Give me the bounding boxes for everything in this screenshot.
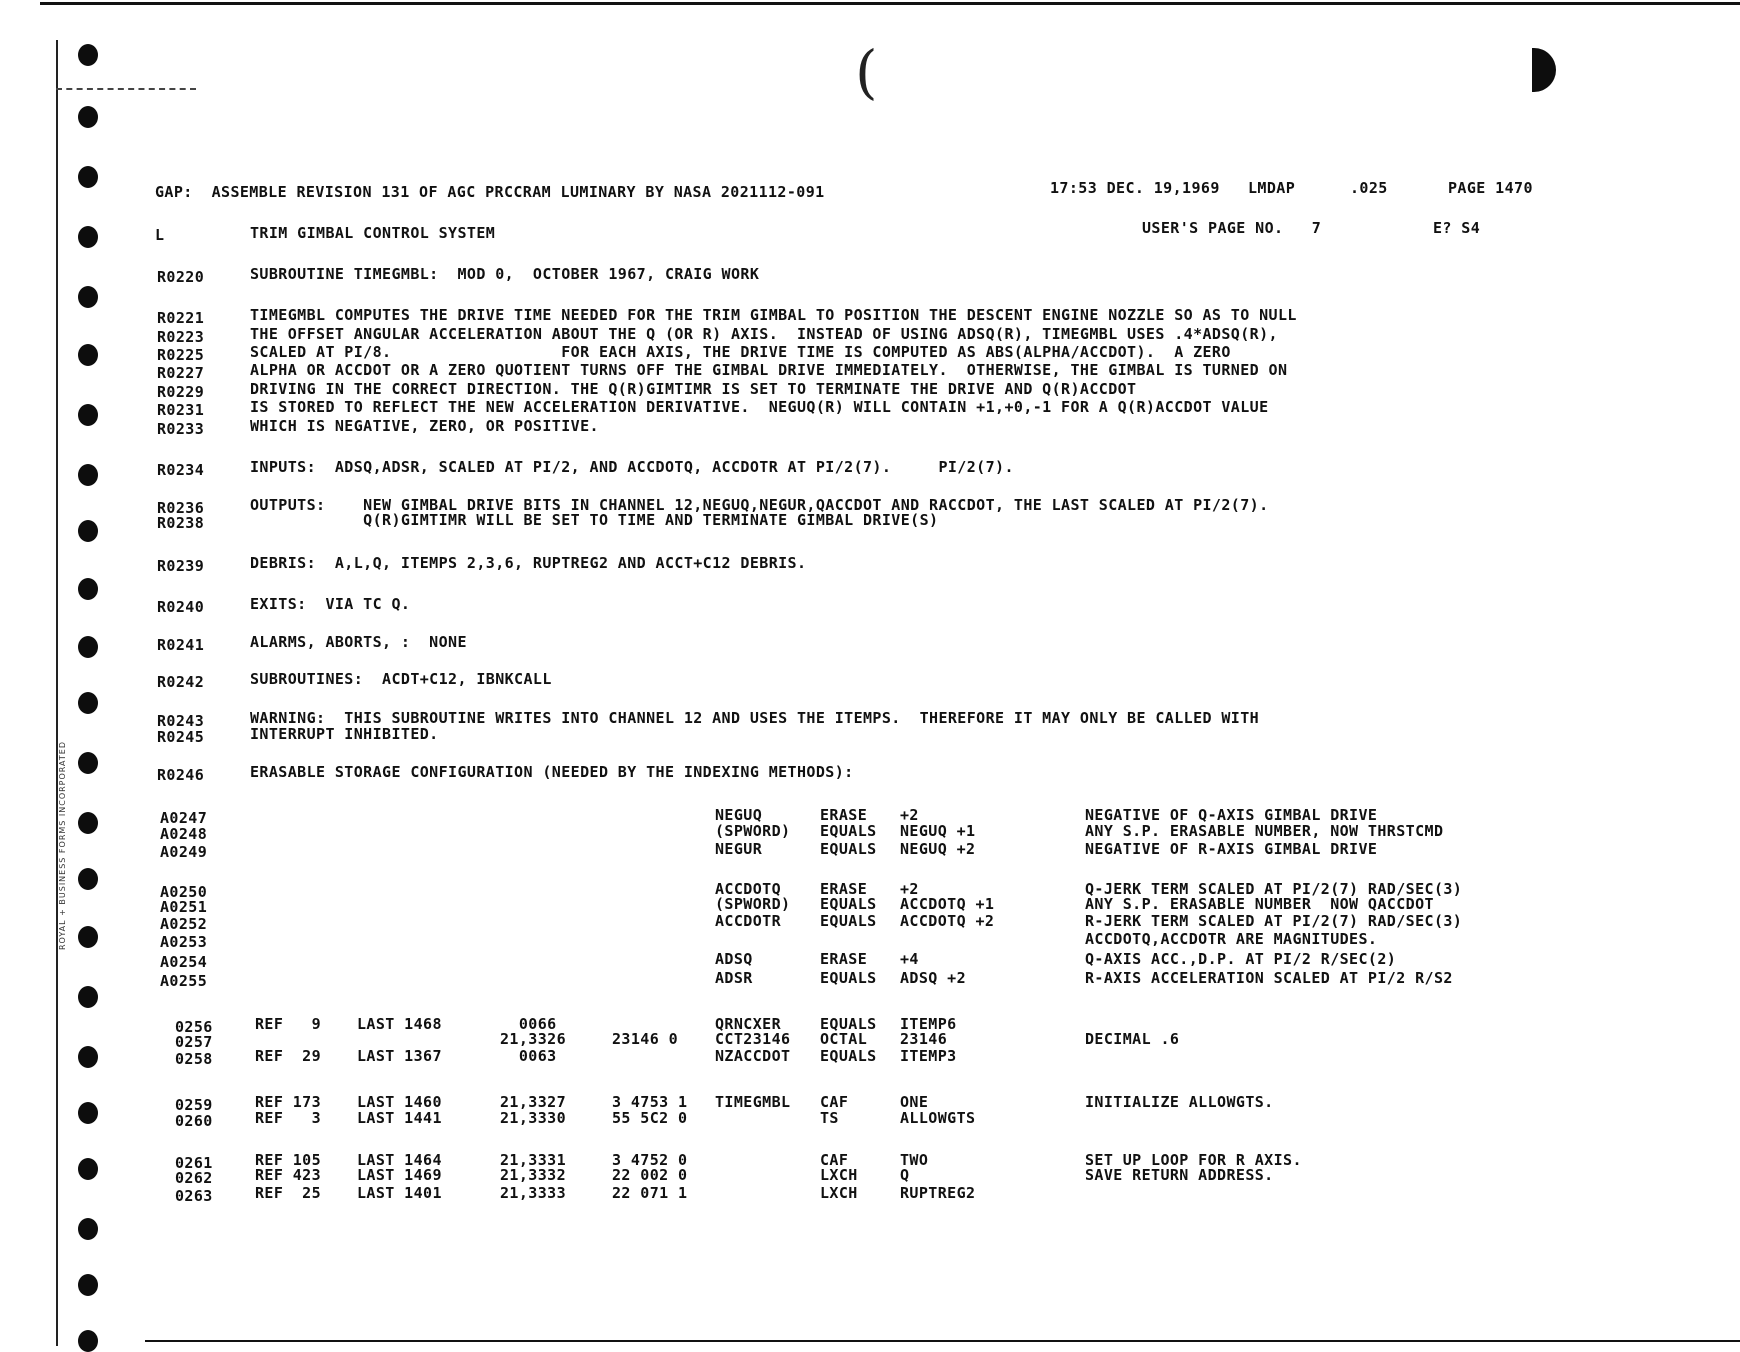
opcode: EQUALS [820, 895, 877, 913]
comment-text: DEBRIS: A,L,Q, ITEMPS 2,3,6, RUPTREG2 AND ACCT+C12 DEBRIS. [250, 554, 807, 572]
ref-count: REF 29 [255, 1047, 322, 1065]
symbol-label: NEGUR [715, 840, 763, 858]
code-comment: R-JERK TERM SCALED AT PI/2(7) RAD/SEC(3) [1085, 912, 1463, 930]
octal-word: 23146 0 [612, 1030, 679, 1048]
feed-hole [78, 636, 98, 658]
operand: ACCDOTQ +1 [900, 895, 995, 913]
operand: 23146 [900, 1030, 948, 1048]
feed-hole [78, 986, 98, 1008]
octal-word: 55 5C2 0 [612, 1109, 688, 1127]
feed-hole [78, 106, 98, 128]
operand: NEGUQ +2 [900, 840, 976, 858]
binder-mark-icon: ( [855, 38, 878, 106]
last-ref: LAST 1367 [357, 1047, 442, 1065]
line-number: A0247 [160, 809, 208, 827]
symbol-label: NEGUQ [715, 806, 763, 824]
address: 21,3331 [500, 1151, 567, 1169]
left-margin-line [56, 40, 58, 1346]
ref-count: REF 9 [255, 1015, 322, 1033]
line-number: 0257 [175, 1033, 213, 1051]
comment-text: WARNING: THIS SUBROUTINE WRITES INTO CHANNEL 12 AND USES THE ITEMPS. THEREFORE IT MAY ONLY BE CALLED WITH [250, 709, 1260, 727]
line-number: 0256 [175, 1018, 213, 1036]
symbol-label: NZACCDOT [715, 1047, 791, 1065]
ref-count: REF 105 [255, 1151, 322, 1169]
symbol-label: ADSR [715, 969, 753, 987]
line-number: A0252 [160, 915, 208, 933]
feed-hole [78, 464, 98, 486]
opcode: EQUALS [820, 912, 877, 930]
comment-text: ERASABLE STORAGE CONFIGURATION (NEEDED BY THE INDEXING METHODS): [250, 763, 854, 781]
symbol-label: (SPWORD) [715, 822, 791, 840]
comment-text: INTERRUPT INHIBITED. [250, 725, 439, 743]
feed-hole [78, 286, 98, 308]
line-number: R0227 [157, 364, 205, 382]
opcode: LXCH [820, 1166, 858, 1184]
feed-hole [78, 226, 98, 248]
symbol-label: TIMEGMBL [715, 1093, 791, 1111]
line-number: A0250 [160, 883, 208, 901]
ref-count: REF 173 [255, 1093, 322, 1111]
feed-hole [78, 344, 98, 366]
operand: TWO [900, 1151, 929, 1169]
operand: ALLOWGTS [900, 1109, 976, 1127]
comment-text: OUTPUTS: NEW GIMBAL DRIVE BITS IN CHANNEL 12,NEGUQ,NEGUR,QACCDOT AND RACCDOT, THE LAST SCALED AT PI/2(7). [250, 496, 1269, 514]
last-ref: LAST 1460 [357, 1093, 442, 1111]
operand: +4 [900, 950, 919, 968]
operand: ITEMP3 [900, 1047, 957, 1065]
last-ref: LAST 1464 [357, 1151, 442, 1169]
code-comment: INITIALIZE ALLOWGTS. [1085, 1093, 1274, 1111]
comment-text: INPUTS: ADSQ,ADSR, SCALED AT PI/2, AND ACCDOTQ, ACCDOTR AT PI/2(7). PI/2(7). [250, 458, 1014, 476]
last-ref: LAST 1401 [357, 1184, 442, 1202]
line-number: R0243 [157, 712, 205, 730]
subheader-title: TRIM GIMBAL CONTROL SYSTEM [250, 224, 496, 242]
line-number: R0229 [157, 383, 205, 401]
address: 21,3332 [500, 1166, 567, 1184]
comment-text: SUBROUTINE TIMEGMBL: MOD 0, OCTOBER 1967, CRAIG WORK [250, 265, 760, 283]
comment-text: WHICH IS NEGATIVE, ZERO, OR POSITIVE. [250, 417, 599, 435]
header-lmdap: LMDAP [1248, 179, 1296, 197]
feed-hole [78, 166, 98, 188]
opcode: OCTAL [820, 1030, 868, 1048]
feed-hole [78, 1218, 98, 1240]
octal-word: 22 071 1 [612, 1184, 688, 1202]
opcode: ERASE [820, 880, 868, 898]
line-number: A0251 [160, 898, 208, 916]
subheader-l: L [155, 226, 165, 244]
opcode: LXCH [820, 1184, 858, 1202]
comment-text: TIMEGMBL COMPUTES THE DRIVE TIME NEEDED FOR THE TRIM GIMBAL TO POSITION THE DESCENT ENGINE NOZZLE SO AS TO NULL [250, 306, 1297, 324]
address: 21,3326 [500, 1030, 567, 1048]
header-version: .025 [1350, 179, 1388, 197]
dashed-tear-line [56, 88, 196, 90]
last-ref: LAST 1468 [357, 1015, 442, 1033]
octal-word: 3 4752 0 [612, 1151, 688, 1169]
opcode: EQUALS [820, 1015, 877, 1033]
comment-text: IS STORED TO REFLECT THE NEW ACCELERATION DERIVATIVE. NEGUQ(R) WILL CONTAIN +1,+0,-1 FOR A Q(R)ACCDOT VALUE [250, 398, 1269, 416]
address: 21,3327 [500, 1093, 567, 1111]
code-comment: Q-JERK TERM SCALED AT PI/2(7) RAD/SEC(3) [1085, 880, 1463, 898]
code-comment: DECIMAL .6 [1085, 1030, 1180, 1048]
line-number: R0245 [157, 728, 205, 746]
symbol-label: ACCDOTQ [715, 880, 782, 898]
opcode: EQUALS [820, 822, 877, 840]
user-page-number: USER'S PAGE NO. 7 [1142, 219, 1322, 237]
line-number: R0223 [157, 328, 205, 346]
header-time-date: 17:53 DEC. 19,1969 [1050, 179, 1220, 197]
feed-hole [78, 1158, 98, 1180]
feed-hole [78, 1046, 98, 1068]
opcode: CAF [820, 1151, 849, 1169]
feed-hole [78, 578, 98, 600]
opcode: ERASE [820, 950, 868, 968]
line-number: R0236 [157, 499, 205, 517]
feed-hole [78, 1330, 98, 1352]
comment-text: Q(R)GIMTIMR WILL BE SET TO TIME AND TERMINATE GIMBAL DRIVE(S) [250, 511, 939, 529]
line-number: A0254 [160, 953, 208, 971]
code-comment: SET UP LOOP FOR R AXIS. [1085, 1151, 1302, 1169]
address: 21,3333 [500, 1184, 567, 1202]
operand: +2 [900, 880, 919, 898]
line-number: R0225 [157, 346, 205, 364]
line-number: A0248 [160, 825, 208, 843]
line-number: R0238 [157, 514, 205, 532]
subheader-e: E? S4 [1433, 219, 1481, 237]
line-number: R0239 [157, 557, 205, 575]
code-comment: NEGATIVE OF Q-AXIS GIMBAL DRIVE [1085, 806, 1378, 824]
operand: ITEMP6 [900, 1015, 957, 1033]
comment-text: DRIVING IN THE CORRECT DIRECTION. THE Q(R)GIMTIMR IS SET TO TERMINATE THE DRIVE AND Q(R)ACCDOT [250, 380, 1137, 398]
line-number: R0241 [157, 636, 205, 654]
address: 0063 [500, 1047, 557, 1065]
line-number: R0234 [157, 461, 205, 479]
octal-word: 22 002 0 [612, 1166, 688, 1184]
line-number: A0253 [160, 933, 208, 951]
opcode: ERASE [820, 806, 868, 824]
feed-hole [78, 1102, 98, 1124]
comment-text: SCALED AT PI/8. FOR EACH AXIS, THE DRIVE TIME IS COMPUTED AS ABS(ALPHA/ACCDOT). A ZERO [250, 343, 1231, 361]
operand: ACCDOTQ +2 [900, 912, 995, 930]
punch-mark-icon [1532, 48, 1556, 92]
header-title: GAP: ASSEMBLE REVISION 131 OF AGC PRCCRAM LUMINARY BY NASA 2021112-091 [155, 183, 825, 201]
line-number: 0259 [175, 1096, 213, 1114]
symbol-label: CCT23146 [715, 1030, 791, 1048]
symbol-label: ADSQ [715, 950, 753, 968]
line-number: R0242 [157, 673, 205, 691]
feed-hole [78, 404, 98, 426]
line-number: R0246 [157, 766, 205, 784]
opcode: TS [820, 1109, 839, 1127]
opcode: EQUALS [820, 840, 877, 858]
last-ref: LAST 1469 [357, 1166, 442, 1184]
comment-text: ALARMS, ABORTS, : NONE [250, 633, 467, 651]
line-number: R0233 [157, 420, 205, 438]
feed-hole [78, 1274, 98, 1296]
feed-hole [78, 812, 98, 834]
line-number: A0249 [160, 843, 208, 861]
comment-text: EXITS: VIA TC Q. [250, 595, 411, 613]
feed-hole [78, 44, 98, 66]
last-ref: LAST 1441 [357, 1109, 442, 1127]
feed-hole [78, 752, 98, 774]
line-number: 0261 [175, 1154, 213, 1172]
symbol-label: QRNCXER [715, 1015, 782, 1033]
feed-hole [78, 926, 98, 948]
line-number: 0263 [175, 1187, 213, 1205]
feed-hole [78, 692, 98, 714]
symbol-label: ACCDOTR [715, 912, 782, 930]
line-number: 0262 [175, 1169, 213, 1187]
line-number: R0221 [157, 309, 205, 327]
line-number: R0231 [157, 401, 205, 419]
forms-imprint: ROYAL + BUSINESS FORMS INCORPORATED [58, 741, 67, 950]
operand: Q [900, 1166, 910, 1184]
address: 21,3330 [500, 1109, 567, 1127]
opcode: CAF [820, 1093, 849, 1111]
line-number: 0258 [175, 1050, 213, 1068]
line-number: 0260 [175, 1112, 213, 1130]
opcode: EQUALS [820, 969, 877, 987]
feed-hole [78, 868, 98, 890]
ref-count: REF 423 [255, 1166, 322, 1184]
code-comment: ANY S.P. ERASABLE NUMBER NOW QACCDOT [1085, 895, 1434, 913]
operand: ADSQ +2 [900, 969, 967, 987]
code-comment: ACCDOTQ,ACCDOTR ARE MAGNITUDES. [1085, 930, 1378, 948]
operand: +2 [900, 806, 919, 824]
symbol-label: (SPWORD) [715, 895, 791, 913]
ref-count: REF 25 [255, 1184, 322, 1202]
octal-word: 3 4753 1 [612, 1093, 688, 1111]
operand: ONE [900, 1093, 929, 1111]
line-number: A0255 [160, 972, 208, 990]
comment-text: SUBROUTINES: ACDT+C12, IBNKCALL [250, 670, 552, 688]
comment-text: ALPHA OR ACCDOT OR A ZERO QUOTIENT TURNS OFF THE GIMBAL DRIVE IMMEDIATELY. OTHERWISE, THE GIMBAL IS TURNED ON [250, 361, 1288, 379]
feed-hole [78, 520, 98, 542]
code-comment: ANY S.P. ERASABLE NUMBER, NOW THRSTCMD [1085, 822, 1444, 840]
comment-text: THE OFFSET ANGULAR ACCELERATION ABOUT THE Q (OR R) AXIS. INSTEAD OF USING ADSQ(R), TIMEGMBL USES .4*ADSQ(R), [250, 325, 1278, 343]
line-number: R0240 [157, 598, 205, 616]
ref-count: REF 3 [255, 1109, 322, 1127]
operand: RUPTREG2 [900, 1184, 976, 1202]
operand: NEGUQ +1 [900, 822, 976, 840]
address: 0066 [500, 1015, 557, 1033]
top-edge-rule [40, 2, 1740, 5]
code-comment: SAVE RETURN ADDRESS. [1085, 1166, 1274, 1184]
code-comment: Q-AXIS ACC.,D.P. AT PI/2 R/SEC(2) [1085, 950, 1397, 968]
code-comment: NEGATIVE OF R-AXIS GIMBAL DRIVE [1085, 840, 1378, 858]
line-number: R0220 [157, 268, 205, 286]
code-comment: R-AXIS ACCELERATION SCALED AT PI/2 R/S2 [1085, 969, 1453, 987]
header-page: PAGE 1470 [1448, 179, 1533, 197]
opcode: EQUALS [820, 1047, 877, 1065]
bottom-edge-rule [145, 1340, 1740, 1342]
